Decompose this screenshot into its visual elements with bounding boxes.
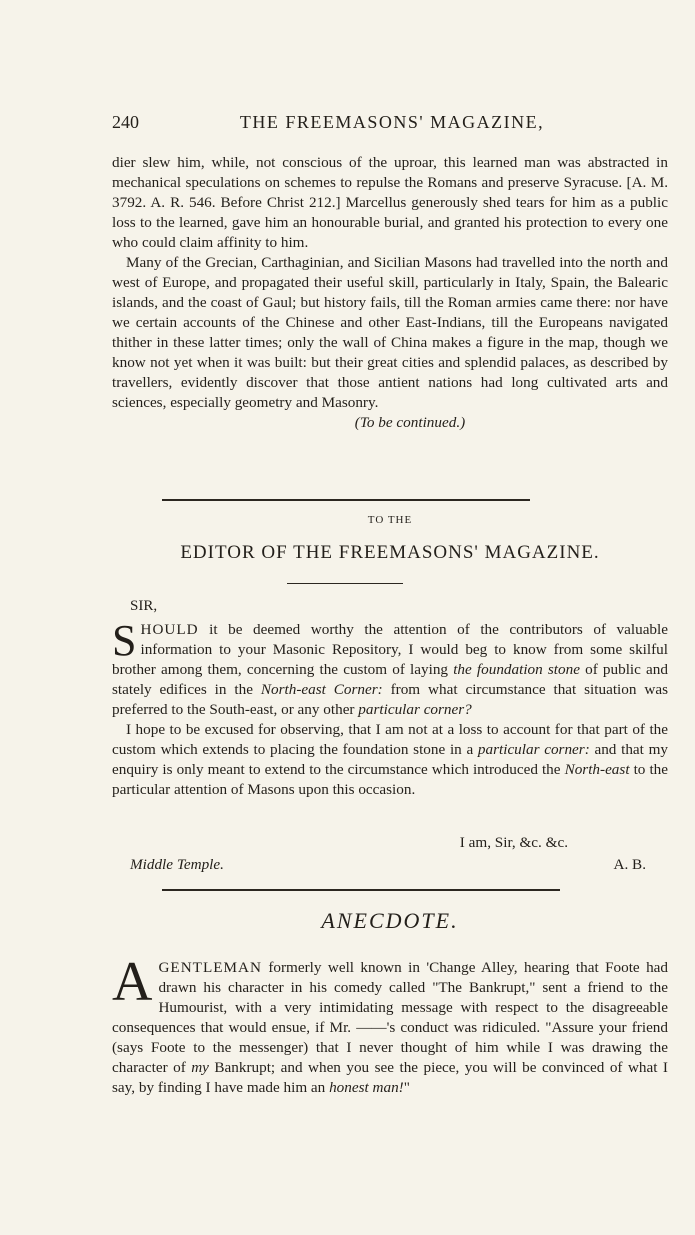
article-continuation [112, 153, 668, 433]
anecdote-em-2: honest man! [329, 1079, 404, 1096]
letter-heading: EDITOR OF THE FREEMASONS' MAGAZINE. [180, 542, 600, 563]
letter-p2-text-b: and that my enquiry is only meant to extend to the circumstance which introduced the [112, 741, 668, 778]
anecdote-text-b: Bankrupt; and when you see the piece, you will be convinced of what I say, by finding I have made him an [112, 1059, 668, 1096]
anecdote-title: ANECDOTE. [321, 908, 459, 933]
letter-paragraph-2 [112, 720, 668, 800]
letter-p2-em-2: North-east [564, 761, 630, 778]
article-paragraph-2: Many of the Grecian, Carthaginian, and Sicilian Masons had travelled into the north and west of Europe, and propagated their useful skill, particularly in Italy, Spain, the Balearic islands, and the coast of Gaul; but history fails, till the Roman armies came there: nor have we certain accounts of the Chinese and other East-Indians, till the Europeans navigated thither in these latter times; only the wall of China makes a figure in the map, though we know not yet when it was built: but their great cities and splendid palaces, as described by travellers, evidently discover that those antient nations had long cultivated arts and sciences, especially geometry and Masonry. [112, 254, 668, 411]
letter-lead-word: HOULD [140, 621, 199, 638]
letter-body [112, 616, 669, 800]
page-header [112, 112, 672, 138]
to-the-label: TO THE [367, 514, 413, 526]
letter-p1-text-a: it be deemed worthy the attention of the contributors of valuable information to your Masonic Repository, I would beg to know from some skilful brother among them, concerning the custom of laying [112, 621, 668, 678]
section-divider-2 [162, 889, 560, 891]
letter-closing: I am, Sir, &c. &c. [459, 834, 568, 851]
running-title: THE FREEMASONS' MAGAZINE, [239, 112, 545, 132]
anecdote-text-a: formerly well known in 'Change Alley, hearing that Foote had drawn his character in his comedy called "The Bankrupt," sent a friend to the Humourist, with a very intimidating message with respect to the disagreeable consequences that would ensue, if Mr. ——'s conduct was ridiculed. "Assure your friend (says Foote to the messenger) that I never thought of him while I was drawing the character of [112, 959, 668, 1076]
to-be-continued: (To be continued.) [354, 414, 466, 431]
anecdote-lead-word: GENTLEMAN [158, 959, 262, 976]
letter-p1-text-c: from what circumstance that situation was preferred to the South-east, or any other [112, 681, 668, 718]
anecdote-text-c: " [403, 1079, 410, 1096]
article-paragraph-1: dier slew him, while, not conscious of the uproar, this learned man was abstracted in mechanical speculations on schemes to repulse the Romans and preserve Syracuse. [A. M. 3792. A. R. 546. Before Christ 212.] Marcellus generously shed tears for him as a public loss to the learned, gave him an honourable burial, and granted his protection to every one who could claim affinity to him. [112, 154, 668, 251]
letter-p1-text-b: of public and stately edifices in the [112, 661, 668, 698]
salutation: SIR, [130, 598, 158, 614]
anecdote-body [112, 951, 668, 1098]
heading-underline [287, 583, 403, 584]
letter-signoff [112, 856, 668, 874]
letter-signature: A. B. [613, 856, 646, 873]
drop-cap-s: S [112, 616, 137, 665]
letter-paragraph-1 [112, 616, 668, 720]
letter-p1-em-2: North-east Corner: [260, 681, 383, 698]
letter-place: Middle Temple. [130, 856, 224, 873]
letter-p1-em-1: the foundation stone [453, 661, 580, 678]
section-divider-1 [162, 499, 530, 501]
anecdote-em-1: my [191, 1059, 209, 1076]
letter-p1-em-3: particular corner? [358, 701, 472, 718]
anecdote-paragraph [112, 951, 668, 1098]
letter-p2-text-c: to the particular attention of Masons upon this occasion. [112, 761, 669, 798]
letter-p2-text-a: I hope to be excused for observing, that I am not at a loss to account for that part of the custom which extends to placing the foundation stone in a [112, 721, 668, 758]
drop-cap-a: A [112, 951, 153, 1013]
page-number: 240 [112, 112, 139, 132]
letter-p2-em-1: particular corner: [477, 741, 590, 758]
